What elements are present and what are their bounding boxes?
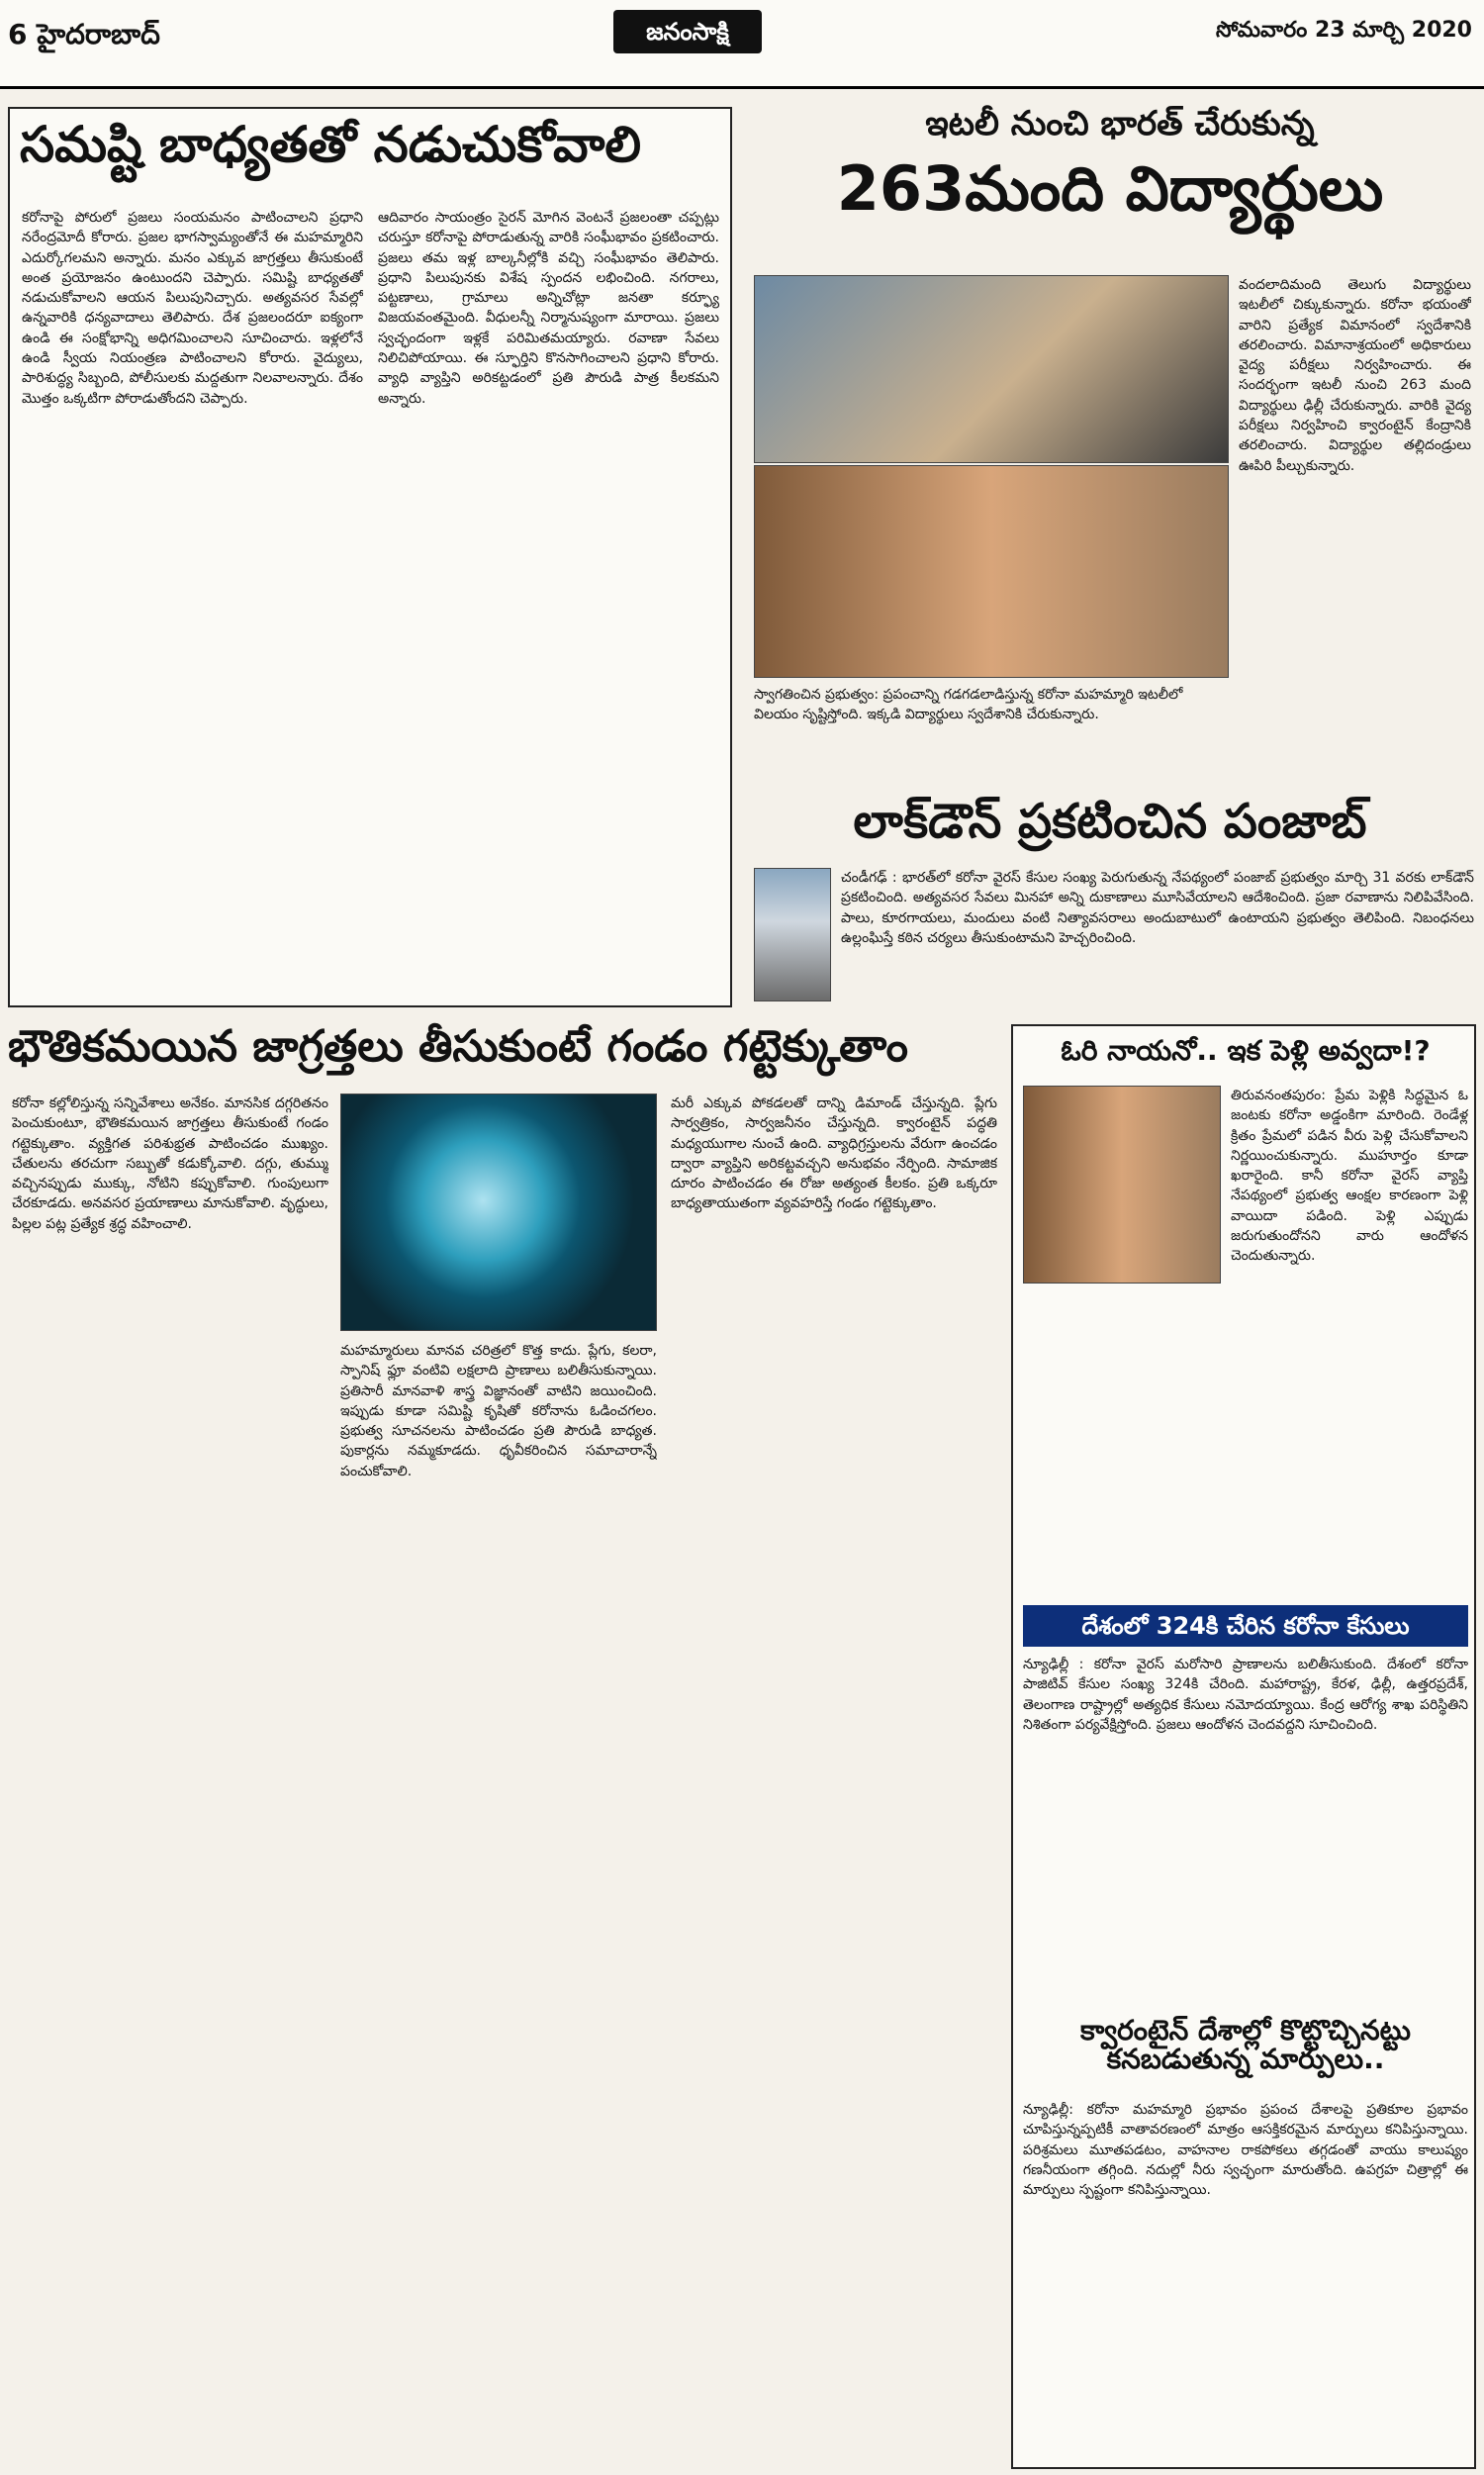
dateline: సోమవారం 23 మార్చి 2020 — [1216, 18, 1472, 43]
article-text: మరీ ఎక్కువ పోకడలతో దాన్ని డిమాండ్ చేస్తున్నది. ప్లేగు సార్వత్రికం, సార్వజనీనం చేస్తున్నది. క్వారంటైన్ పద్ధతి మధ్యయుగాల నుంచే ఉంది. వ్యాధిగ్రస్తులను వేరుగా ఉంచడం ద్వారా వ్యాప్తిని అరికట్టవచ్చని అనుభవం నేర్పింది. సామాజిక దూరం పాటించడం ఈ రోజు అత్యంత కీలకం. ప్రతి ఒక్కరూ బాధ్యతాయుతంగా వ్యవహరిస్తే గండం గట్టెక్కుతాం. — [671, 1095, 997, 1212]
headline: లాక్‌డౌన్ ప్రకటించిన పంజాబ్ — [853, 794, 1367, 849]
article-text: ఆదివారం సాయంత్రం సైరన్ మోగిన వెంటనే ప్రజలంతా చప్పట్లు చరుస్తూ కరోనాపై పోరాడుతున్న వారికి సంఘీభావం ప్రకటించారు. ప్రజలు తమ ఇళ్ల బాల్కనీల్లోకి వచ్చి సంఘీభావం తెలిపారు. ప్రధాని పిలుపునకు విశేష స్పందన లభించింది. నగరాలు, పట్టణాలు, గ్రామాలు అన్నిచోట్లా జనతా కర్ఫ్యూ విజయవంతమైంది. వీధులన్నీ నిర్మానుష్యంగా మారాయి. ప్రజలు స్వచ్ఛందంగా ఇళ్లకే పరిమితమయ్యారు. రవాణా సేవలు నిలిచిపోయాయి. ఈ స్ఫూర్తిని కొనసాగించాలని ప్రధాని కోరారు. వ్యాధి వ్యాప్తిని అరికట్టడంలో ప్రతి పౌరుడి పాత్ర కీలకమని అన్నారు. — [378, 210, 719, 407]
article-text: వందలాదిమంది తెలుగు విద్యార్థులు ఇటలీలో చిక్కుకున్నారు. కరోనా భయంతో వారిని ప్రత్యేక విమానంలో స్వదేశానికి తరలించారు. విమానాశ్రయంలో అధికారులు వైద్య పరీక్షలు నిర్వహించారు. ఈ సందర్భంగా ఇటలీ నుంచి 263 మంది విద్యార్థులు ఢిల్లీ చేరుకున్నారు. వారికి వైద్య పరీక్షలు నిర్వహించి క్వారంటైన్ కేంద్రానికి తరలించారు. విద్యార్థుల తల్లిదండ్రులు ఊపిరి పీల్చుకున్నారు. — [1239, 277, 1471, 474]
article-text: కరోనా కల్లోలిస్తున్న సన్నివేశాలు అనేకం. మానసిక దగ్గరితనం పెంచుకుంటూ, భౌతికమయిన జాగ్రత్తలు తీసుకుంటే గండం గట్టెక్కుతాం. వ్యక్తిగత పరిశుభ్రత పాటించడం ముఖ్యం. చేతులను తరచుగా సబ్బుతో కడుక్కోవాలి. దగ్గు, తుమ్ము వచ్చినప్పుడు ముక్కు, నోటిని కప్పుకోవాలి. గుంపులుగా చేరకూడదు. అనవసర ప్రయాణాలు మానుకోవాలి. వృద్ధులు, పిల్లల పట్ల ప్రత్యేక శ్రద్ధ వహించాలి. — [12, 1095, 328, 1232]
article-italy-students — [744, 104, 1476, 790]
photo-buses — [754, 275, 1229, 463]
photo-caption: స్వాగతించిన ప్రభుత్వం: ప్రపంచాన్ని గడగడలాడిస్తున్న కరోనా మహమ్మారి ఇటలీలో విలయం సృష్టిస్తోంది. ఇక్కడి విద్యార్థులు స్వదేశానికి చేరుకున్నారు. — [754, 687, 1183, 722]
photo-screening — [754, 465, 1229, 678]
photo-couple — [1023, 1086, 1221, 1284]
page-number: 6 హైదరాబాద్ — [8, 18, 160, 50]
headline: దేశంలో 324కి చేరిన కరోనా కేసులు — [1023, 1605, 1468, 1647]
headline: సమష్టి బాధ్యతతో నడుచుకోవాలి — [20, 116, 642, 173]
photo-virus — [340, 1094, 657, 1331]
masthead — [0, 0, 1484, 89]
article-physical-precautions — [8, 1021, 1002, 2469]
right-column — [1011, 1024, 1476, 2469]
photo-empty-street — [754, 868, 831, 1001]
article-punjab-lockdown — [744, 794, 1476, 1009]
article-text: న్యూఢిల్లీ : కరోనా వైరస్ మరోసారి ప్రాణాలను బలితీసుకుంది. దేశంలో కరోనా పాజిటివ్ కేసుల సంఖ్య 324కి చేరింది. మహారాష్ట్ర, కేరళ, ఢిల్లీ, ఉత్తరప్రదేశ్, తెలంగాణ రాష్ట్రాల్లో అత్యధిక కేసులు నమోదయ్యాయి. కేంద్ర ఆరోగ్య శాఖ పరిస్థితిని నిశితంగా పర్యవేక్షిస్తోంది. ప్రజలు ఆందోళన చెందవద్దని సూచించింది. — [1023, 1657, 1468, 1733]
article-text: చండీగఢ్ : భారత్‌లో కరోనా వైరస్ కేసుల సంఖ్య పెరుగుతున్న నేపథ్యంలో పంజాబ్ ప్రభుత్వం మార్చి 31 వరకు లాక్‌డౌన్ ప్రకటించింది. అత్యవసర సేవలు మినహా అన్ని దుకాణాలు మూసివేయాలని ఆదేశించింది. ప్రజా రవాణాను నిలిపివేసింది. పాలు, కూరగాయలు, మందులు వంటి నిత్యావసరాలు అందుబాటులో ఉంటాయని ప్రభుత్వం తెలిపింది. నిబంధనలు ఉల్లంఘిస్తే కఠిన చర్యలు తీసుకుంటామని హెచ్చరించింది. — [841, 870, 1474, 946]
paper-logo: జనంసాక్షి — [613, 10, 762, 53]
article-text: మహమ్మారులు మానవ చరిత్రలో కొత్త కాదు. ప్లేగు, కలరా, స్పానిష్ ఫ్లూ వంటివి లక్షలాది ప్రాణాలు బలితీసుకున్నాయి. ప్రతిసారీ మానవాళి శాస్త్ర విజ్ఞానంతో వాటిని జయించింది. ఇప్పుడు కూడా సమిష్టి కృషితో కరోనాను ఓడించగలం. ప్రభుత్వ సూచనలను పాటించడం ప్రతి పౌరుడి బాధ్యత. పుకార్లను నమ్మకూడదు. ధృవీకరించిన సమాచారాన్నే పంచుకోవాలి. — [340, 1343, 657, 1479]
article-text: న్యూఢిల్లీ: కరోనా మహమ్మారి ప్రభావం ప్రపంచ దేశాలపై ప్రతికూల ప్రభావం చూపిస్తున్నప్పటికీ వాతావరణంలో మాత్రం ఆసక్తికరమైన మార్పులు కనిపిస్తున్నాయి. పరిశ్రమలు మూతపడటం, వాహనాల రాకపోకలు తగ్గడంతో వాయు కాలుష్యం గణనీయంగా తగ్గింది. నదుల్లో నీరు స్వచ్ఛంగా మారుతోంది. ఉపగ్రహ చిత్రాల్లో ఈ మార్పులు స్పష్టంగా కనిపిస్తున్నాయి. — [1023, 2102, 1468, 2199]
headline: భౌతికమయిన జాగ్రత్తలు తీసుకుంటే గండం గట్టెక్కుతాం — [8, 1021, 908, 1072]
article-text: కరోనాపై పోరులో ప్రజలు సంయమనం పాటించాలని ప్రధాని నరేంద్రమోదీ కోరారు. ప్రజల భాగస్వామ్యంతోనే ఈ మహమ్మారిని ఎదుర్కోగలమని అన్నారు. మనం ఎక్కువ జాగ్రత్తలు తీసుకుంటే అంత ప్రయోజనం ఉంటుందని చెప్పారు. సమిష్టి బాధ్యతతో నడుచుకోవాలని ఆయన పిలుపునిచ్చారు. అత్యవసర సేవల్లో ఉన్నవారికి ధన్యవాదాలు తెలిపారు. దేశ ప్రజలందరూ ఐక్యంగా ఉండి ఈ సంక్షోభాన్ని అధిగమించాలని సూచించారు. ఇళ్లలోనే ఉండి స్వీయ నియంత్రణ పాటించాలని కోరారు. వైద్యులు, పారిశుద్ధ్య సిబ్బంది, పోలీసులకు మద్దతుగా నిలవాలన్నారు. దేశం మొత్తం ఒక్కటిగా పోరాడుతోందని చెప్పారు. — [22, 210, 363, 407]
headline: క్వారంటైన్ దేశాల్లో కొట్టొచ్చినట్టు కనబడుతున్న మార్పులు.. — [1080, 2014, 1411, 2076]
kicker: ఇటలీ నుంచి భారత్ చేరుకున్న — [925, 104, 1315, 143]
headline: 263మంది విద్యార్థులు — [836, 152, 1384, 225]
article-text: తిరువనంతపురం: ప్రేమ పెళ్లికి సిద్ధమైన ఓ జంటకు కరోనా అడ్డంకిగా మారింది. రెండేళ్ల క్రితం ప్రేమలో పడిన వీరు పెళ్లి చేసుకోవాలని నిర్ణయించుకున్నారు. ముహూర్తం కూడా ఖరారైంది. కానీ కరోనా వైరస్ వ్యాప్తి నేపథ్యంలో ప్రభుత్వ ఆంక్షల కారణంగా పెళ్లి వాయిదా పడింది. పెళ్లి ఎప్పుడు జరుగుతుందోనని వారు ఆందోళన చెందుతున్నారు. — [1231, 1088, 1468, 1265]
headline: ఓరి నాయనో.. ఇక పెళ్లి అవ్వదా!? — [1061, 1034, 1431, 1067]
article-collective-responsibility — [8, 107, 732, 1007]
